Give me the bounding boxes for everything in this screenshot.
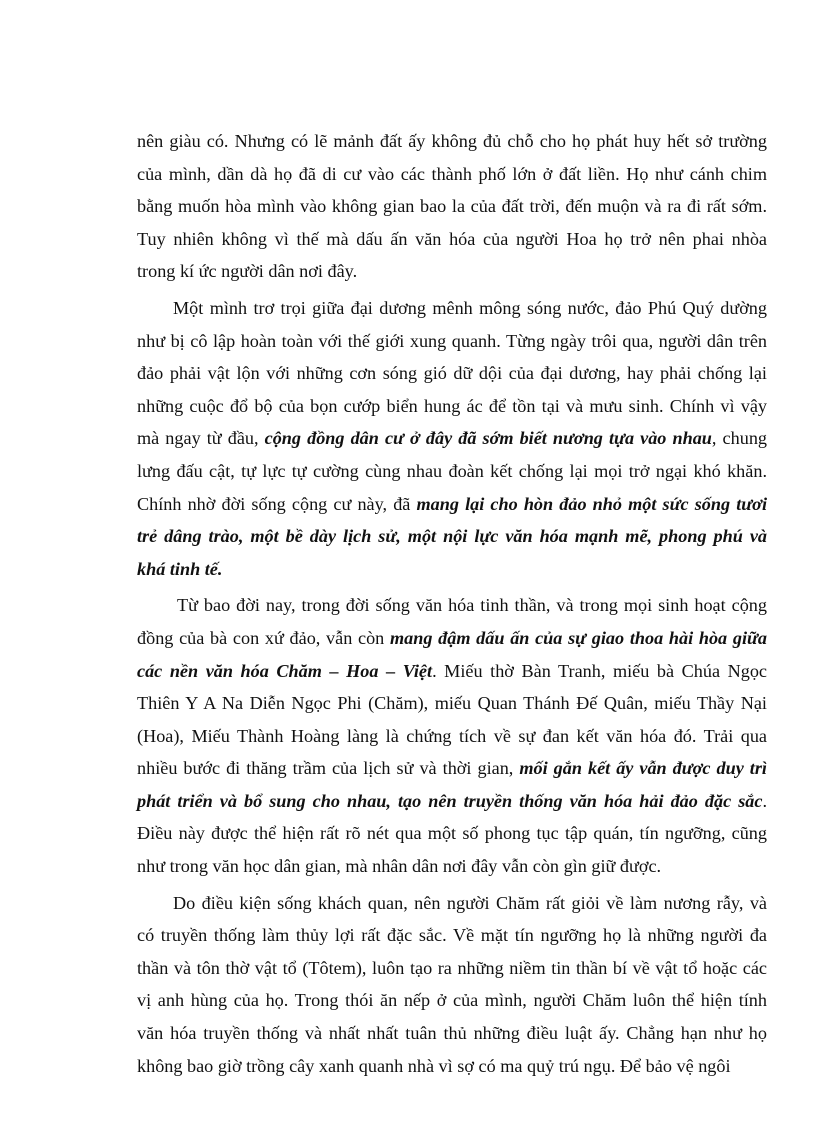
text-line — [137, 390, 767, 423]
text-run: Thiên Y A Na Diễn Ngọc Phi (Chăm), miếu Quan Thánh Đế Quân, miếu Thầy Nại — [137, 693, 767, 714]
emphasis-text: phát triển và bổ sung cho nhau, tạo nên truyền thống văn hóa hải đảo đặc sắc — [137, 790, 763, 811]
emphasis-text: mối gắn kết ấy vẫn được duy trì — [519, 758, 767, 779]
text-run: văn hóa truyền thống và nhất nhất tuân thủ những điều luật ấy. Chẳng hạn như họ — [137, 1023, 767, 1044]
text-line — [137, 520, 767, 553]
text-run: (Hoa), Miếu Thành Hoàng làng là chứng tích về sự đan kết văn hóa đó. Trải qua — [137, 725, 767, 746]
text-run: vị anh hùng của họ. Trong thói ăn nếp ở của mình, người Chăm luôn thể hiện tính — [137, 990, 767, 1011]
text-run: đồng của bà con xứ đảo, vẫn còn — [137, 627, 390, 648]
text-line — [137, 817, 767, 850]
text-line — [137, 292, 767, 325]
text-line — [137, 850, 767, 883]
text-line — [137, 887, 767, 920]
text-run: Một mình trơ trọi giữa đại dương mênh mông sóng nước, đảo Phú Quý dường — [173, 297, 767, 318]
paragraph — [137, 589, 767, 882]
text-line — [137, 422, 767, 455]
text-run: bằng muốn hòa mình vào không gian bao la của đất trời, đến muộn và ra đi rất sớm. — [137, 196, 767, 217]
emphasis-text: mang đậm dấu ấn của sự giao thoa hài hòa giữa — [389, 627, 767, 648]
text-run: Điều này được thể hiện rất rõ nét qua một số phong tục tập quán, tín ngưỡng, cũng — [137, 823, 767, 844]
text-run: nhiều bước đi thăng trầm của lịch sử và thời gian, — [137, 758, 520, 779]
text-line — [137, 984, 767, 1017]
text-run: Chính nhờ đời sống cộng cư này, đã — [137, 493, 417, 514]
text-run: lưng đấu cật, tự lực tự cường cùng nhau đoàn kết chống lại mọi trở ngại khó khăn. — [137, 460, 767, 481]
text-line — [137, 158, 767, 191]
text-line — [137, 325, 767, 358]
text-line — [137, 1017, 767, 1050]
text-line — [137, 622, 767, 655]
text-line — [137, 125, 767, 158]
text-run: đảo phải vật lộn với những cơn sóng gió dữ dội của đại dương, hay phải chống lại — [137, 363, 767, 384]
text-line — [137, 952, 767, 985]
paragraph — [137, 125, 767, 288]
paragraph — [137, 887, 767, 1083]
text-line — [137, 752, 767, 785]
text-line — [137, 919, 767, 952]
emphasis-text: khá tinh tế. — [137, 558, 223, 579]
text-run: mà ngay từ đầu, — [137, 428, 265, 449]
text-line — [137, 1050, 767, 1083]
text-line — [137, 357, 767, 390]
emphasis-text: trẻ dâng trào, một bề dày lịch sử, một nội lực văn hóa mạnh mẽ, phong phú và — [137, 526, 767, 547]
text-line — [137, 589, 767, 622]
text-run: , chung — [711, 428, 768, 449]
text-run: không bao giờ trồng cây xanh quanh nhà vì sợ có ma quỷ trú ngụ. Để bảo vệ ngôi — [137, 1055, 731, 1076]
text-run: . Miếu thờ Bàn Tranh, miếu bà Chúa Ngọc — [432, 660, 767, 681]
text-line — [137, 687, 767, 720]
text-line — [137, 553, 767, 586]
text-line — [137, 785, 767, 818]
text-line — [137, 488, 767, 521]
text-line — [137, 655, 767, 688]
text-run: như trong văn học dân gian, mà nhân dân nơi đây vẫn còn gìn giữ được. — [137, 856, 662, 877]
text-line — [137, 720, 767, 753]
text-run: . — [762, 790, 767, 811]
text-run: thần và tôn thờ vật tổ (Tôtem), luôn tạo ra những niềm tin thần bí về vật tổ hoặc các — [137, 957, 767, 978]
emphasis-text: các nền văn hóa Chăm – Hoa – Việt — [137, 660, 433, 681]
paragraph — [137, 292, 767, 585]
text-run: có truyền thống làm thủy lợi rất đặc sắc. Về mặt tín ngưỡng họ là những người đa — [137, 925, 767, 946]
body-text — [137, 125, 767, 1082]
text-run: như bị cô lập hoàn toàn với thế giới xung quanh. Từng ngày trôi qua, người dân trên — [137, 330, 767, 351]
text-line — [137, 223, 767, 256]
text-run: trong kí ức người dân nơi đây. — [137, 261, 358, 282]
text-run: những cuộc đổ bộ của bọn cướp biển hung ác để tồn tại và mưu sinh. Chính vì vậy — [137, 395, 767, 416]
text-run: Do điều kiện sống khách quan, nên người Chăm rất giỏi về làm nương rẫy, và — [173, 892, 767, 913]
text-line — [137, 455, 767, 488]
text-line — [137, 190, 767, 223]
text-run: Tuy nhiên không vì thế mà dấu ấn văn hóa của người Hoa họ trở nên phai nhòa — [137, 228, 767, 249]
text-run: của mình, dần dà họ đã di cư vào các thành phố lớn ở đất liền. Họ như cánh chim — [137, 163, 767, 184]
text-run: nên giàu có. Nhưng có lẽ mảnh đất ấy không đủ chỗ cho họ phát huy hết sở trường — [137, 131, 767, 151]
emphasis-text: mang lại cho hòn đảo nhỏ một sức sống tươi — [416, 493, 767, 514]
text-line — [137, 255, 767, 288]
text-run: Từ bao đời nay, trong đời sống văn hóa tinh thần, và trong mọi sinh hoạt cộng — [177, 595, 767, 616]
emphasis-text: cộng đồng dân cư ở đây đã sớm biết nương tựa vào nhau — [264, 428, 712, 449]
